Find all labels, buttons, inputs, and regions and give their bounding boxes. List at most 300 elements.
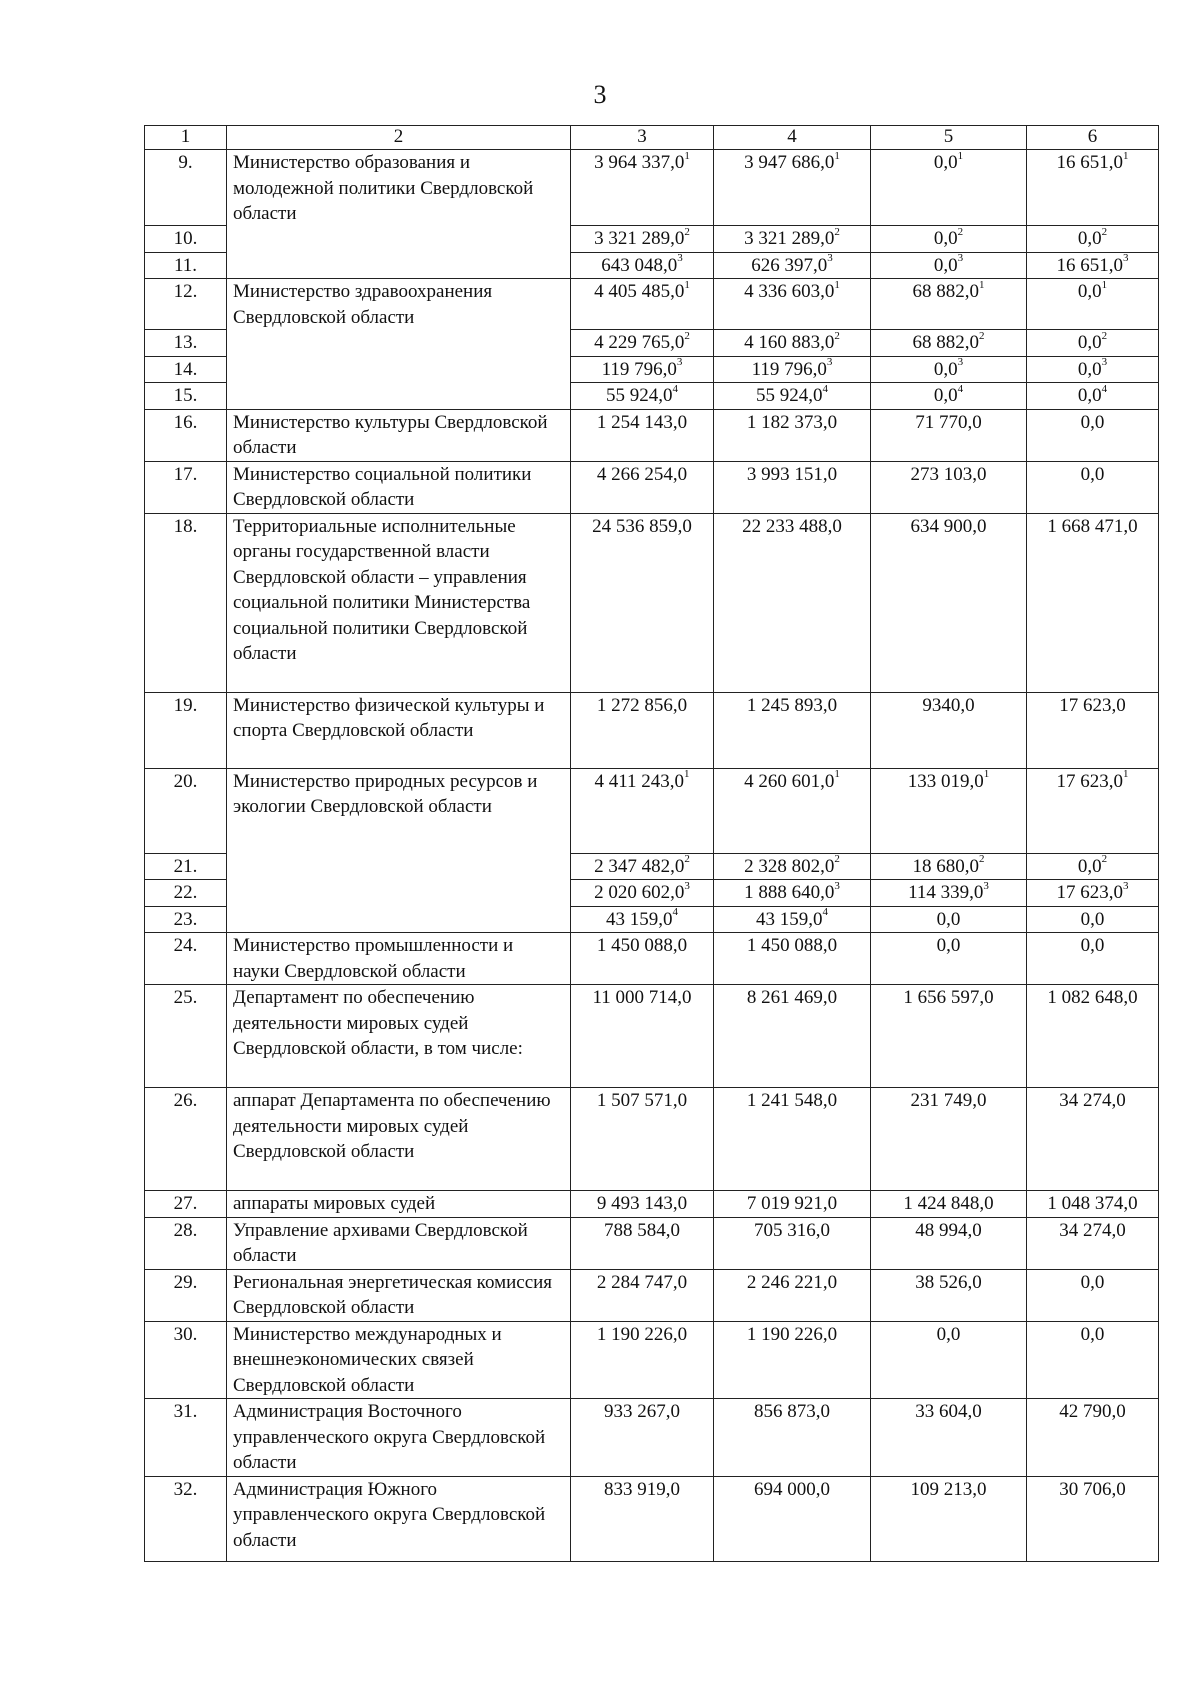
footnote-marker: 1 (1101, 278, 1108, 291)
organization-name: Министерство промышленности и науки Свердловской области (227, 933, 571, 985)
amount-cell (871, 513, 1027, 692)
amount-value: 68 882,0 (912, 332, 979, 353)
table-row (145, 1088, 1159, 1191)
organization-name: Департамент по обеспечению деятельности мировых судей Свердловской области, в том числе: (227, 985, 571, 1088)
amount-cell (871, 1088, 1027, 1191)
amount-value: 1 190 226,0 (596, 1323, 688, 1345)
amount-value: 119 796,0 (751, 358, 827, 380)
table-row (145, 768, 1159, 853)
amount-cell (714, 1088, 871, 1191)
amount-cell (571, 853, 714, 880)
amount-cell (714, 279, 871, 330)
amount-value: 788 584,0 (604, 1219, 680, 1241)
amount-cell (571, 252, 714, 279)
amount-cell (714, 1191, 871, 1218)
amount-cell (714, 1399, 871, 1477)
amount-cell (714, 880, 871, 907)
amount-cell (571, 356, 714, 383)
amount-cell (571, 461, 714, 513)
amount-cell (714, 985, 871, 1088)
budget-table-body (145, 126, 1159, 1562)
amount-value: 24 536 859,0 (592, 515, 692, 537)
budget-table (144, 125, 1159, 1562)
footnote-marker: 1 (957, 149, 964, 162)
amount-value: 1 254 143,0 (596, 411, 688, 433)
amount-value: 119 796,0 (601, 358, 677, 380)
amount-cell (571, 330, 714, 357)
amount-cell (571, 150, 714, 226)
footnote-marker: 3 (957, 252, 964, 265)
amount-value: 48 994,0 (915, 1219, 982, 1241)
row-number: 31. (145, 1399, 227, 1477)
organization-name: Министерство культуры Свердловской области (227, 409, 571, 461)
amount-cell (1027, 252, 1159, 279)
amount-value: 3 993 151,0 (746, 463, 838, 485)
amount-value: 1 241 548,0 (746, 1090, 838, 1111)
amount-value: 68 882,0 (912, 281, 979, 302)
amount-cell (571, 1191, 714, 1218)
amount-cell (1027, 1088, 1159, 1191)
footnote-marker: 3 (983, 879, 989, 892)
amount-value: 1 888 640,0 (744, 882, 835, 903)
amount-value: 1 507 571,0 (596, 1090, 688, 1111)
amount-cell (714, 383, 871, 410)
amount-value: 42 790,0 (1059, 1401, 1126, 1422)
amount-value: 9 493 143,0 (596, 1193, 688, 1214)
organization-name: Региональная энергетическая комиссия Свердловской области (227, 1269, 571, 1321)
amount-cell (571, 1217, 714, 1269)
amount-cell (571, 1321, 714, 1399)
footnote-marker: 1 (979, 278, 985, 291)
amount-cell (571, 933, 714, 985)
footnote-marker: 3 (1123, 879, 1129, 892)
amount-value: 8 261 469,0 (746, 987, 838, 1008)
amount-cell (1027, 906, 1159, 933)
amount-cell (1027, 279, 1159, 330)
amount-cell (871, 226, 1027, 253)
amount-value: 0,0 (1080, 1271, 1105, 1293)
amount-value: 4 336 603,0 (744, 281, 835, 302)
amount-cell (1027, 1321, 1159, 1399)
amount-value: 3 964 337,0 (594, 152, 685, 173)
amount-value: 0,0 (933, 228, 958, 249)
footnote-marker: 4 (672, 906, 678, 919)
organization-name: аппараты мировых судей (227, 1191, 571, 1218)
amount-cell (571, 383, 714, 410)
row-number: 30. (145, 1321, 227, 1399)
amount-value: 55 924,0 (606, 385, 673, 406)
amount-value: 0,0 (1077, 358, 1102, 380)
footnote-marker: 2 (1101, 329, 1108, 342)
amount-cell (571, 985, 714, 1088)
amount-value: 0,0 (936, 1323, 961, 1345)
amount-cell (714, 1217, 871, 1269)
amount-cell (714, 150, 871, 226)
amount-value: 3 947 686,0 (744, 152, 835, 173)
row-number: 18. (145, 513, 227, 692)
organization-name: Администрация Южного управленческого округа Свердловской области (227, 1476, 571, 1561)
amount-cell (714, 356, 871, 383)
amount-cell (1027, 1476, 1159, 1561)
amount-cell (871, 933, 1027, 985)
organization-name: Министерство физической культуры и спорта Свердловской области (227, 692, 571, 768)
amount-cell (714, 461, 871, 513)
footnote-marker: 2 (1101, 853, 1108, 866)
amount-cell (571, 1476, 714, 1561)
amount-cell (1027, 461, 1159, 513)
amount-value: 38 526,0 (915, 1271, 982, 1293)
amount-cell (714, 513, 871, 692)
page-number: 3 (593, 80, 607, 109)
footnote-marker: 4 (672, 382, 678, 395)
amount-value: 705 316,0 (754, 1219, 830, 1241)
footnote-marker: 2 (957, 225, 964, 238)
amount-value: 33 604,0 (915, 1401, 982, 1422)
footnote-marker: 1 (834, 768, 840, 781)
amount-value: 71 770,0 (915, 411, 982, 433)
amount-value: 0,0 (1077, 228, 1102, 249)
amount-value: 626 397,0 (751, 254, 828, 276)
amount-cell (871, 985, 1027, 1088)
amount-value: 0,0 (1077, 855, 1102, 877)
amount-cell (1027, 1191, 1159, 1218)
amount-value: 2 328 802,0 (744, 855, 835, 877)
amount-value: 2 284 747,0 (596, 1271, 688, 1293)
amount-cell (571, 226, 714, 253)
amount-value: 0,0 (1077, 385, 1102, 406)
column-number: 2 (227, 126, 571, 150)
organization-name: Администрация Восточного управленческого округа Свердловской области (227, 1399, 571, 1477)
amount-cell (871, 768, 1027, 853)
amount-cell (714, 330, 871, 357)
amount-cell (871, 1217, 1027, 1269)
amount-cell (1027, 150, 1159, 226)
amount-value: 0,0 (933, 254, 958, 276)
footnote-marker: 1 (684, 768, 690, 781)
amount-value: 16 651,0 (1056, 152, 1123, 173)
row-number: 13. (145, 330, 227, 357)
amount-value: 0,0 (1080, 908, 1105, 930)
row-number: 9. (145, 150, 227, 226)
organization-name: аппарат Департамента по обеспечению деятельности мировых судей Свердловской области (227, 1088, 571, 1191)
amount-value: 0,0 (1080, 935, 1105, 956)
footnote-marker: 3 (1123, 252, 1129, 265)
row-number: 15. (145, 383, 227, 410)
amount-value: 7 019 921,0 (746, 1193, 838, 1214)
amount-value: 43 159,0 (756, 908, 823, 930)
footnote-marker: 4 (822, 382, 828, 395)
amount-cell (1027, 513, 1159, 692)
amount-value: 856 873,0 (754, 1401, 830, 1422)
table-row (145, 279, 1159, 330)
amount-cell (871, 906, 1027, 933)
footnote-marker: 4 (957, 382, 964, 395)
amount-value: 4 266 254,0 (596, 463, 688, 485)
amount-cell (1027, 226, 1159, 253)
amount-value: 22 233 488,0 (742, 515, 842, 537)
amount-cell (714, 933, 871, 985)
footnote-marker: 2 (834, 853, 840, 866)
footnote-marker: 2 (834, 225, 840, 238)
amount-cell (871, 461, 1027, 513)
footnote-marker: 3 (957, 356, 964, 369)
row-number: 26. (145, 1088, 227, 1191)
amount-cell (871, 279, 1027, 330)
column-number: 3 (571, 126, 714, 150)
amount-value: 1 190 226,0 (746, 1323, 838, 1345)
amount-cell (871, 252, 1027, 279)
amount-value: 0,0 (933, 358, 958, 380)
table-row (145, 513, 1159, 692)
organization-name: Управление архивами Свердловской области (227, 1217, 571, 1269)
organization-name: Министерство международных и внешнеэкономических связей Свердловской области (227, 1321, 571, 1399)
footnote-marker: 4 (822, 906, 828, 919)
amount-value: 1 450 088,0 (596, 935, 688, 956)
amount-value: 1 245 893,0 (746, 694, 838, 716)
table-row (145, 1269, 1159, 1321)
amount-cell (571, 1399, 714, 1477)
amount-value: 11 000 714,0 (592, 987, 692, 1008)
amount-value: 4 260 601,0 (744, 770, 835, 792)
amount-cell (1027, 1399, 1159, 1477)
footnote-marker: 3 (676, 356, 683, 369)
amount-value: 30 706,0 (1059, 1478, 1126, 1500)
row-number: 16. (145, 409, 227, 461)
row-number: 32. (145, 1476, 227, 1561)
organization-name: Министерство природных ресурсов и экологии Свердловской области (227, 768, 571, 933)
amount-value: 3 321 289,0 (594, 228, 685, 249)
amount-cell (1027, 880, 1159, 907)
amount-cell (714, 1269, 871, 1321)
amount-cell (714, 226, 871, 253)
row-number: 19. (145, 692, 227, 768)
table-row (145, 409, 1159, 461)
footnote-marker: 1 (684, 278, 690, 291)
row-number: 10. (145, 226, 227, 253)
column-number: 5 (871, 126, 1027, 150)
amount-cell (871, 383, 1027, 410)
amount-value: 114 339,0 (908, 882, 984, 903)
amount-value: 694 000,0 (754, 1478, 830, 1500)
row-number: 21. (145, 853, 227, 880)
amount-cell (714, 1476, 871, 1561)
amount-cell (1027, 1217, 1159, 1269)
row-number: 27. (145, 1191, 227, 1218)
amount-value: 0,0 (1080, 1323, 1105, 1345)
footnote-marker: 3 (1101, 356, 1108, 369)
amount-cell (871, 1191, 1027, 1218)
footnote-marker: 1 (684, 149, 690, 162)
footnote-marker: 2 (834, 329, 840, 342)
footnote-marker: 2 (684, 853, 690, 866)
amount-value: 4 405 485,0 (594, 281, 685, 302)
amount-value: 34 274,0 (1059, 1090, 1126, 1111)
table-row (145, 1321, 1159, 1399)
amount-value: 0,0 (936, 908, 961, 930)
footnote-marker: 3 (826, 356, 833, 369)
amount-cell (871, 150, 1027, 226)
column-number: 1 (145, 126, 227, 150)
footnote-marker: 3 (834, 879, 840, 892)
amount-value: 231 749,0 (910, 1090, 987, 1111)
table-row (145, 1476, 1159, 1561)
amount-value: 0,0 (1080, 411, 1105, 433)
amount-cell (571, 768, 714, 853)
amount-cell (1027, 692, 1159, 768)
amount-cell (571, 880, 714, 907)
footnote-marker: 2 (1101, 225, 1108, 238)
row-number: 11. (145, 252, 227, 279)
row-number: 24. (145, 933, 227, 985)
amount-cell (714, 409, 871, 461)
amount-cell (1027, 853, 1159, 880)
row-number: 25. (145, 985, 227, 1088)
footnote-marker: 4 (1101, 382, 1108, 395)
amount-cell (1027, 409, 1159, 461)
amount-value: 1 656 597,0 (903, 987, 994, 1008)
table-row (145, 985, 1159, 1088)
amount-value: 0,0 (933, 152, 958, 173)
table-row (145, 1217, 1159, 1269)
amount-cell (871, 1476, 1027, 1561)
amount-cell (871, 880, 1027, 907)
row-number: 22. (145, 880, 227, 907)
table-row (145, 1399, 1159, 1477)
amount-cell (1027, 356, 1159, 383)
amount-value: 273 103,0 (910, 463, 987, 485)
amount-value: 17 623,0 (1056, 770, 1123, 792)
amount-value: 1 424 848,0 (903, 1193, 994, 1214)
amount-value: 9340,0 (922, 694, 975, 716)
row-number: 28. (145, 1217, 227, 1269)
column-number-row (145, 126, 1159, 150)
amount-cell (571, 692, 714, 768)
amount-cell (871, 692, 1027, 768)
organization-name: Министерство здравоохранения Свердловской области (227, 279, 571, 410)
amount-value: 1 272 856,0 (596, 694, 688, 716)
amount-value: 833 919,0 (604, 1478, 680, 1500)
footnote-marker: 1 (834, 278, 840, 291)
amount-value: 0,0 (1077, 281, 1102, 302)
table-row (145, 692, 1159, 768)
amount-cell (871, 1269, 1027, 1321)
amount-cell (714, 252, 871, 279)
amount-cell (714, 768, 871, 853)
amount-cell (571, 906, 714, 933)
footnote-marker: 1 (834, 149, 840, 162)
amount-value: 4 229 765,0 (594, 332, 685, 353)
amount-cell (1027, 985, 1159, 1088)
amount-cell (714, 1321, 871, 1399)
amount-cell (714, 692, 871, 768)
amount-value: 4 411 243,0 (594, 770, 685, 792)
amount-cell (571, 409, 714, 461)
amount-cell (871, 409, 1027, 461)
amount-cell (571, 513, 714, 692)
amount-cell (871, 853, 1027, 880)
footnote-marker: 1 (983, 768, 990, 781)
amount-value: 43 159,0 (606, 908, 673, 930)
amount-value: 643 048,0 (601, 254, 678, 276)
row-number: 29. (145, 1269, 227, 1321)
footnote-marker: 2 (979, 329, 985, 342)
amount-value: 1 450 088,0 (746, 935, 838, 956)
amount-cell (1027, 1269, 1159, 1321)
amount-value: 2 020 602,0 (594, 882, 685, 903)
amount-value: 133 019,0 (907, 770, 984, 792)
amount-value: 1 182 373,0 (746, 411, 838, 433)
amount-value: 933 267,0 (604, 1401, 680, 1422)
amount-value: 2 347 482,0 (594, 855, 685, 877)
amount-value: 55 924,0 (756, 385, 823, 406)
row-number: 17. (145, 461, 227, 513)
amount-cell (571, 279, 714, 330)
footnote-marker: 1 (1123, 768, 1129, 781)
amount-value: 0,0 (1080, 463, 1105, 485)
amount-value: 1 048 374,0 (1047, 1193, 1138, 1214)
column-number: 6 (1027, 126, 1159, 150)
row-number: 12. (145, 279, 227, 330)
footnote-marker: 3 (827, 252, 833, 265)
amount-value: 109 213,0 (910, 1478, 987, 1500)
amount-cell (871, 1399, 1027, 1477)
amount-value: 0,0 (1077, 332, 1102, 353)
table-row (145, 933, 1159, 985)
amount-cell (714, 906, 871, 933)
footnote-marker: 2 (684, 329, 690, 342)
amount-value: 16 651,0 (1056, 254, 1123, 276)
amount-cell (1027, 933, 1159, 985)
organization-name: Министерство образования и молодежной политики Свердловской области (227, 150, 571, 279)
amount-value: 1 668 471,0 (1047, 515, 1138, 537)
amount-cell (871, 356, 1027, 383)
amount-value: 2 246 221,0 (746, 1271, 838, 1293)
table-row (145, 150, 1159, 226)
column-number: 4 (714, 126, 871, 150)
footnote-marker: 2 (979, 853, 985, 866)
footnote-marker: 3 (677, 252, 683, 265)
organization-name: Территориальные исполнительные органы государственной власти Свердловской области – управления социальной политики Министерства социальной политики Свердловской области (227, 513, 571, 692)
footnote-marker: 3 (684, 879, 690, 892)
amount-cell (871, 1321, 1027, 1399)
amount-value: 4 160 883,0 (744, 332, 835, 353)
amount-value: 34 274,0 (1059, 1219, 1126, 1241)
amount-cell (714, 853, 871, 880)
amount-cell (871, 330, 1027, 357)
amount-value: 18 680,0 (912, 855, 979, 877)
amount-cell (1027, 768, 1159, 853)
table-row (145, 1191, 1159, 1218)
amount-cell (1027, 383, 1159, 410)
amount-value: 17 623,0 (1059, 694, 1126, 716)
table-row (145, 461, 1159, 513)
amount-value: 634 900,0 (910, 515, 987, 537)
amount-cell (571, 1088, 714, 1191)
amount-value: 3 321 289,0 (744, 228, 835, 249)
footnote-marker: 2 (684, 225, 690, 238)
row-number: 23. (145, 906, 227, 933)
row-number: 20. (145, 768, 227, 853)
amount-value: 0,0 (933, 385, 958, 406)
footnote-marker: 1 (1123, 149, 1129, 162)
amount-cell (1027, 330, 1159, 357)
row-number: 14. (145, 356, 227, 383)
amount-value: 17 623,0 (1056, 882, 1123, 903)
amount-value: 0,0 (936, 935, 961, 956)
amount-cell (571, 1269, 714, 1321)
amount-value: 1 082 648,0 (1047, 987, 1138, 1008)
organization-name: Министерство социальной политики Свердловской области (227, 461, 571, 513)
